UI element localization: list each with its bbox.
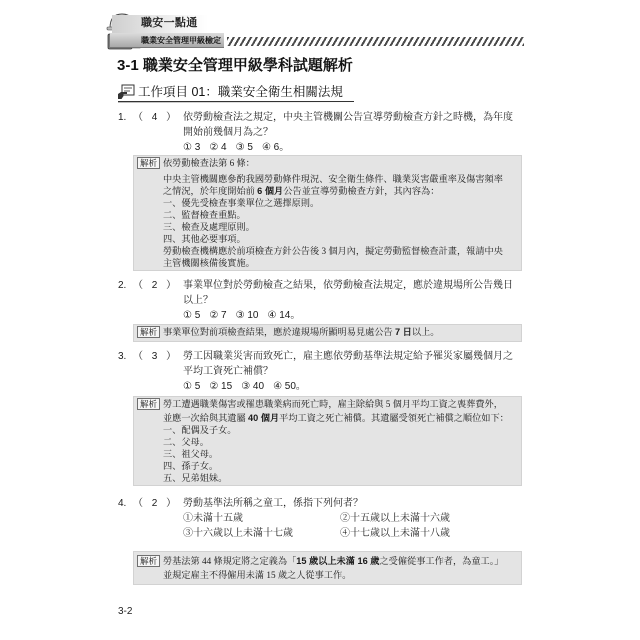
explanation-list-item: 一、配偶及子女。 [163,425,237,435]
explanation-line: 中央主管機關應參酌我國勞動條件現況、安全衛生條件、職業災害嚴重率及傷害頻率 [163,174,503,184]
option-3: ③ 10 [235,310,259,321]
explanation-list-item: 五、兄弟姐妹。 [163,473,228,483]
explanation-text: 勞基法第 44 條規定將之定義為「 [163,556,297,566]
option-list [118,140,522,155]
explanation-list-item: 四、孫子女。 [163,461,219,471]
question-text-line: 開始前幾個月為之？ [183,127,273,138]
question-stem [118,496,522,511]
option-3: ③ 5 [235,142,253,153]
question-text-line: 以上？ [183,295,213,306]
question-stem [118,278,522,293]
option-2: ② 4 [209,142,227,153]
option-3: ③ 40 [241,381,265,392]
pointing-hand-icon [117,84,135,100]
option-4: ④十七歲以上未滿十八歲 [340,528,450,539]
explanation-list-item: 二、監督檢查重點。 [163,210,246,220]
option-list [118,308,522,323]
explanation-line: 依勞動檢查法第 6 條： [163,158,255,168]
explanation-label: 解析 [137,555,160,567]
emphasized-text: 15 歲以上未滿 16 歲 [296,556,380,566]
emphasized-text: 7 日 [394,327,412,337]
explanation-label: 解析 [137,326,160,338]
question-text-line: 勞動基準法所稱之童工，係指下列何者？ [183,498,363,509]
question-text-line: 平均工資死亡補償？ [183,366,273,377]
answer-key: （ 2 ） [133,498,180,509]
explanation-body [163,397,521,484]
explanation-list-item: 二、父母。 [163,437,209,447]
chapter-title: 3-1 職業安全管理甲級學科試題解析 [117,57,353,74]
page-number: 3-2 [118,606,133,617]
header-series-title: 職安一點通 [141,17,198,29]
option-1: ① 5 [183,381,201,392]
question-number: 1. [118,112,127,123]
option-2: ② 7 [209,310,227,321]
explanation-line [163,185,521,197]
explanation-text: 公告並宣導勞動檢查方針，其內容為： [283,186,440,196]
explanation-list-item: 一、優先受檢查事業單位之選擇原則。 [163,198,320,208]
explanation-line [163,554,521,568]
option-2: ② 15 [209,381,233,392]
answer-key: （ 2 ） [133,280,180,291]
explanation-box [133,324,522,342]
explanation-body [163,156,521,269]
explanation-list-item: 三、祖父母。 [163,449,219,459]
question-4 [118,496,522,541]
explanation-body [163,552,521,582]
option-list [118,379,522,394]
explanation-line: 並規定雇主不得僱用未滿 15 歲之人從事工作。 [163,570,352,580]
header-stripe-divider [227,37,524,46]
question-stem [118,110,522,125]
question-number: 4. [118,498,127,509]
explanation-box [133,396,522,486]
explanation-text: 以上。 [411,327,440,337]
option-1: ① 3 [183,142,201,153]
explanation-text: 之受僱從事工作者，為童工。」 [379,556,504,566]
answer-key: （ 3 ） [133,351,180,362]
question-3 [118,349,522,394]
explanation-text: 事業單位對前項檢查結果，應於違規場所顯明易見處公告 [163,327,395,337]
answer-key: （ 4 ） [133,112,180,123]
question-text-line: 事業單位對於勞動檢查之結果，依勞動檢查法規定，應於違規場所公告幾日 [183,280,513,291]
option-4: ④ 6。 [261,142,290,153]
explanation-label: 解析 [137,157,160,169]
explanation-text: 並應一次給與其遺屬 [163,413,248,423]
explanation-body [163,325,521,338]
option-4: ④ 14。 [267,310,301,321]
explanation-list-item: 三、檢查及處理原則。 [163,222,255,232]
explanation-label: 解析 [137,398,160,410]
explanation-text: 平均工資之死亡補償。其遺屬受領死亡補償之順位如下： [279,413,509,423]
question-number: 3. [118,351,127,362]
explanation-line [163,326,521,338]
explanation-line: 勞動檢查機構應於前項檢查方針公告後 3 個月內，擬定勞動監督檢查計畫，報請中央 [163,246,503,256]
question-text-line: 勞工因職業災害而致死亡，雇主應依勞動基準法規定給予罹災家屬幾個月之 [183,351,513,362]
emphasized-text: 6 個月 [257,186,284,196]
section-underline [118,101,354,103]
option-1: ①未滿十五歲 [183,513,243,524]
option-2: ②十五歲以上未滿十六歲 [340,513,450,524]
explanation-box [133,551,522,585]
option-4: ④ 50。 [273,381,306,392]
question-number: 2. [118,280,127,291]
explanation-text: 之情況，於年度開始前 [163,186,258,196]
option-1: ① 5 [183,310,201,321]
question-text-line: 依勞動檢查法之規定，中央主管機關公告宣導勞動檢查方針之時機，為年度 [183,112,513,123]
question-stem [118,349,522,364]
explanation-line: 主管機關核備後實施。 [163,258,255,268]
explanation-box [133,155,522,271]
section-title: 工作項目 01：職業安全衛生相關法規 [138,85,343,99]
option-list [118,511,522,526]
emphasized-text: 40 個月 [247,413,280,423]
option-3: ③十六歲以上未滿十七歲 [183,528,293,539]
question-1 [118,110,522,155]
explanation-line: 勞工遭遇職業傷害或罹患職業病而死亡時，雇主除給與 5 個月平均工資之喪葬費外， [163,399,503,409]
explanation-line [163,412,521,424]
header-book-title: 職業安全管理甲級檢定 [141,36,221,45]
option-list [118,526,522,541]
question-2 [118,278,522,323]
explanation-list-item: 四、其他必要事項。 [163,234,246,244]
